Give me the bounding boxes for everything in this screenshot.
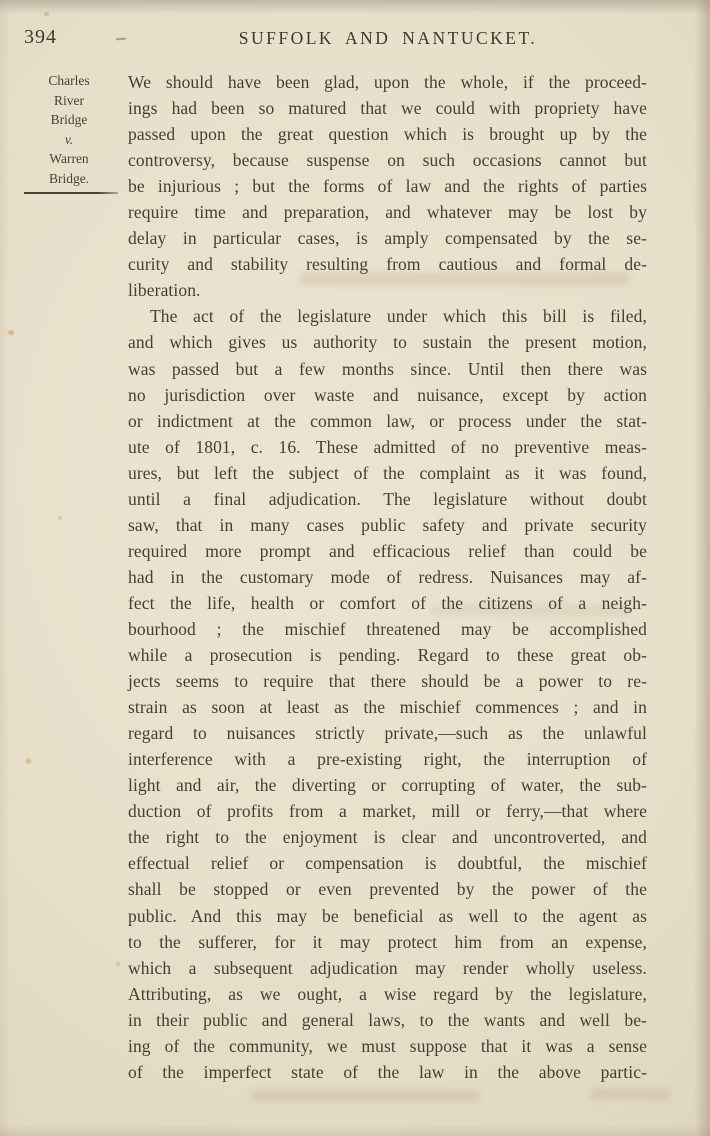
text-line: Attributing, as we ought, a wise regard by the legislature, [128, 983, 647, 1004]
text-line: ing of the community, we must suppose that it was a sense [128, 1035, 647, 1056]
text-line: saw, that in many cases public safety and private security [128, 514, 647, 535]
paragraph [128, 303, 647, 1084]
text-line: curity and stability resulting from cautious and formal de- [128, 254, 647, 275]
text-line: which a subsequent adjudication may render wholly useless. [128, 957, 647, 978]
sidenote-rule [24, 192, 118, 194]
running-header: SUFFOLK AND NANTUCKET. [238, 28, 538, 48]
text-line: effectual relief or compensation is doubtful, the mischief [128, 853, 647, 874]
text-line: be injurious ; but the forms of law and the rights of parties [128, 176, 647, 197]
foxing-stain [26, 758, 31, 764]
show-through-ghost [590, 1088, 670, 1100]
body-text [128, 69, 647, 1085]
text-line: was passed but a few months since. Until then there was [128, 358, 647, 379]
sidenote-line: Bridge. [48, 170, 90, 186]
text-line: and which gives us authority to sustain the present motion, [128, 332, 647, 353]
sidenote-line: River [54, 92, 84, 108]
sidenote-case-name [18, 71, 120, 188]
sidenote-line: v. [64, 131, 74, 147]
text-line: or indictment at the common law, or process under the stat- [128, 410, 647, 431]
text-line: to the sufferer, for it may protect him from an expense, [128, 931, 647, 952]
paragraph [128, 69, 647, 303]
text-line: liberation. [128, 280, 201, 301]
sidenote-line: Charles [48, 73, 90, 88]
text-line: in their public and general laws, to the wants and well be- [128, 1009, 647, 1030]
text-line: jects seems to require that there should be a power to re- [128, 671, 647, 692]
text-line: require time and preparation, and whatever may be lost by [128, 202, 647, 223]
text-line: of the imperfect state of the law in the above partic- [128, 1061, 647, 1082]
show-through-ghost [250, 1090, 480, 1102]
text-line: required more prompt and efficacious relief than could be [128, 540, 647, 561]
foxing-stain [58, 516, 62, 520]
text-line: ute of 1801, c. 16. These admitted of no preventive meas- [128, 436, 647, 457]
text-line: controversy, because suspense on such occasions cannot but [128, 150, 647, 171]
text-line: interference with a pre-existing right, the interruption of [128, 749, 647, 770]
text-line: shall be stopped or even prevented by the power of the [128, 879, 647, 900]
text-line: duction of profits from a market, mill or ferry,—that where [128, 801, 647, 822]
foxing-stain [116, 962, 120, 966]
foxing-stain [8, 330, 14, 335]
text-line: ings had been so matured that we could with propriety have [128, 98, 647, 119]
text-line: the right to the enjoyment is clear and uncontroverted, and [128, 827, 647, 848]
ink-mark [116, 38, 126, 41]
foxing-stain [44, 12, 49, 16]
text-line: The act of the legislature under which this bill is filed, [150, 306, 647, 327]
text-line: had in the customary mode of redress. Nuisances may af- [128, 566, 647, 587]
page-number: 394 [24, 26, 57, 48]
text-line: until a final adjudication. The legislature without doubt [128, 488, 647, 509]
text-line: We should have been glad, upon the whole, if the proceed- [128, 72, 647, 92]
text-line: ures, but left the subject of the complaint as it was found, [128, 462, 647, 483]
sidenote-line: Warren [49, 151, 89, 166]
text-line: regard to nuisances strictly private,—such as the unlawful [128, 723, 647, 744]
text-line: bourhood ; the mischief threatened may be accomplished [128, 618, 647, 639]
sidenote-line: Bridge [50, 112, 88, 127]
text-line: while a prosecution is pending. Regard to these great ob- [128, 645, 647, 666]
text-line: public. And this may be beneficial as well to the agent as [128, 905, 647, 926]
text-line: light and air, the diverting or corrupting of water, the sub- [128, 775, 647, 796]
text-line: delay in particular cases, is amply compensated by the se- [128, 228, 647, 249]
text-line: fect the life, health or comfort of the citizens of a neigh- [128, 592, 647, 613]
text-line: strain as soon at least as the mischief commences ; and in [128, 697, 647, 718]
text-line: no jurisdiction over waste and nuisance, except by action [128, 384, 647, 405]
text-line: passed upon the great question which is brought up by the [128, 124, 647, 145]
